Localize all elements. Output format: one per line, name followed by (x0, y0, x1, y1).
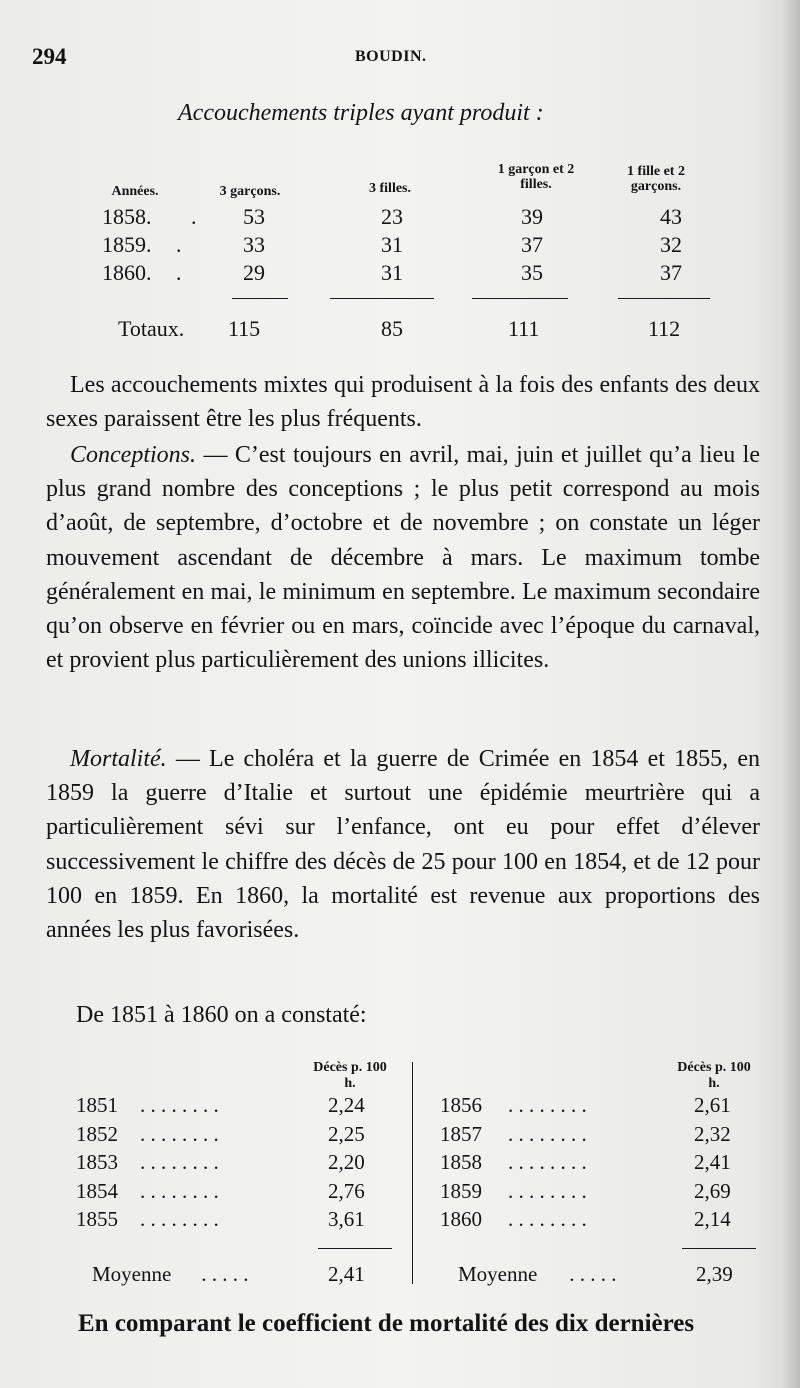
sum-rule (472, 298, 568, 299)
sum-rule (330, 298, 434, 299)
value-cell: 2,14 (694, 1207, 731, 1232)
value-cell: 2,25 (328, 1121, 365, 1146)
year-cell: 1853 (76, 1150, 118, 1175)
paragraph-text: De 1851 à 1860 on a constaté: (76, 1002, 367, 1028)
column-header-three-boys: 3 garçons. (219, 184, 281, 199)
dot-leader: . . . . . . . . (140, 1178, 219, 1203)
year-cell: 1854 (76, 1178, 118, 1203)
total-cell: 111 (508, 316, 540, 341)
value-cell: 2,69 (694, 1178, 731, 1203)
value-cell: 2,76 (328, 1178, 365, 1203)
year-cell: 1858 (440, 1150, 482, 1175)
paragraph-text: Les accouchements mixtes qui produisent à la fois des enfants des deux sexes paraissent être les plus fréquents. (46, 372, 760, 433)
triplets-caption: Accouchements triples ayant produit : (178, 100, 544, 126)
book-page: 294 BOUDIN. Accouchements triples ayant produit : Années. 3 garçons. 3 filles. 1 garçon et 2 filles. 1 fille et 2 garçons. 1858. . 53 23 39 43 1859. . 33 31 37 32 1860. . 29 31 35 37 Totaux. 115 85 111 112 Les accouchements mixtes qui produisent à la fois des enfants des deux sexes paraissent être les plus fréquents. Conceptions. — C’est toujours en avril, mai, juin et juillet qu’a lieu le plus grand nombre des conceptions ; le plus petit correspond au mois d’août, de septembre, d’octobre et de novembre ; on constate un léger mouvement ascendant de décembre à mars. Le maximum tombe généralement en mai, le minimum en septembre. Le maximum secondaire qu’on observe en février ou en mars, coïncide avec l’époque du carnaval, et provient plus particulièrement des unions illicites. Mortalité. — Le choléra et la guerre de Crimée en 1854 et 1855, en 1859 la guerre d’Italie et surtout une épidémie meurtrière qui a particulièrement sévi sur l’enfance, ont eu pour effet d’élever successivement le chiffre des décès de 25 pour 100 en 1854, et de 12 pour 100 en 1859. En 1860, la mortalité est revenue aux proportions des années les plus favorisées. De 1851 à 1860 on a constaté: Décès p. 100 h. Décès p. 100 h. 1851 . . . . . . . . 2,24 1856 . . . . . . . . 2,61 1852 . . . . . . . . 2,25 1857 . . . . . . . . 2,32 1853 . . . . . . . . 2,20 1858 . . . . . . . . 2,41 1854 . . . . . . . . 2,76 1859 . . . . . . . . 2,69 1855 . . . . . . . . 3,61 1860 . . . . . . . . 2,14 Moyenne . . . . . 2,41 Moyenne . . . . . 2,39 En comparant le coefficient de mortalité des dix dernières (0, 0, 800, 1388)
value-cell: 33 (243, 232, 265, 257)
total-cell: 85 (381, 316, 403, 341)
value-cell: 43 (660, 204, 682, 229)
dot-leader: . . . . . . . . (140, 1207, 219, 1232)
column-header-years: Années. (111, 184, 159, 199)
value-cell: 2,41 (694, 1150, 731, 1175)
total-cell: 115 (228, 316, 261, 341)
dots-cell: . (176, 232, 182, 257)
dot-leader: . . . . . . . . (508, 1178, 587, 1203)
dot-leader: . . . . . . . . (140, 1150, 219, 1175)
value-cell: 31 (381, 260, 403, 285)
dot-leader: . . . . . . . . (508, 1093, 587, 1117)
closing-line: En comparant le coefficient de mortalité des dix dernières (78, 1310, 695, 1337)
mean-value: 2,39 (696, 1262, 733, 1286)
value-cell: 2,24 (328, 1093, 365, 1117)
year-cell: 1851 (76, 1093, 118, 1117)
dots-cell: . (191, 204, 197, 229)
year-cell: 1858. (102, 204, 152, 229)
year-cell: 1860 (440, 1207, 482, 1232)
year-cell: 1857 (440, 1121, 482, 1146)
value-cell: 23 (381, 204, 403, 229)
paragraph-mixed-births (46, 368, 760, 436)
value-cell: 2,20 (328, 1150, 365, 1175)
year-cell: 1852 (76, 1121, 118, 1146)
value-cell: 3,61 (328, 1207, 365, 1232)
table-divider (412, 1062, 413, 1284)
paragraph-mortality (46, 742, 760, 947)
value-cell: 2,61 (694, 1093, 731, 1117)
deaths-column-header-left: Décès p. 100 h. (313, 1060, 387, 1091)
value-cell: 2,32 (694, 1121, 731, 1146)
total-cell: 112 (648, 316, 681, 341)
column-header-girl-two-boys: 1 fille et 2 garçons. (627, 164, 685, 194)
dot-leader: . . . . . . . . (508, 1150, 587, 1175)
section-heading-conceptions: Conceptions. (70, 442, 196, 468)
value-cell: 39 (521, 204, 543, 229)
paragraph-text: — C’est toujours en avril, mai, juin et juillet qu’a lieu le plus grand nombre des conceptions ; le plus petit correspond au mois d’août, de septembre, d’octobre et de novembre ; on constate un léger mouvement ascendant de décembre à mars. Le maximum tombe généralement en mai, le minimum en septembre. Le maximum secondaire qu’on observe en février ou en mars, coïncide avec l’époque du carnaval, et provient plus particulièrement des unions illicites. (46, 442, 760, 674)
section-heading-mortality: Mortalité. (70, 746, 167, 772)
value-cell: 53 (243, 204, 265, 229)
page-edge-shadow (782, 0, 800, 1388)
mean-label: Moyenne (92, 1262, 172, 1286)
sum-rule (232, 298, 288, 299)
value-cell: 32 (660, 232, 682, 257)
sum-rule (318, 1248, 392, 1249)
year-cell: 1859 (440, 1178, 482, 1203)
dot-leader: . . . . . . . . (140, 1121, 219, 1146)
dot-leader: . . . . . . . . (508, 1121, 587, 1146)
dot-leader: . . . . . . . . (508, 1207, 587, 1232)
year-cell: 1856 (440, 1093, 482, 1117)
mean-value: 2,41 (328, 1262, 365, 1286)
value-cell: 35 (521, 260, 543, 285)
year-cell: 1855 (76, 1207, 118, 1232)
year-cell: 1860. (102, 260, 152, 285)
sum-rule (682, 1248, 756, 1249)
value-cell: 29 (243, 260, 265, 285)
deaths-column-header-right: Décès p. 100 h. (677, 1060, 751, 1091)
page-number: 294 (32, 44, 67, 69)
paragraph-text: — Le choléra et la guerre de Crimée en 1854 et 1855, en 1859 la guerre d’Italie et surtout une épidémie meurtrière qui a particulièrement sévi sur l’enfance, ont eu pour effet d’élever successivement le chiffre des décès de 25 pour 100 en 1854, et de 12 pour 100 en 1859. En 1860, la mortalité est revenue aux proportions des années les plus favorisées. (46, 746, 760, 944)
year-cell: 1859. (102, 232, 152, 257)
paragraph-observed (46, 998, 760, 1032)
value-cell: 37 (521, 232, 543, 257)
paragraph-conceptions (46, 438, 760, 677)
value-cell: 37 (660, 260, 682, 285)
mean-label: Moyenne (458, 1262, 538, 1286)
totals-label: Totaux. (118, 316, 185, 341)
column-header-boy-two-girls: 1 garçon et 2 filles. (497, 162, 575, 192)
value-cell: 31 (381, 232, 403, 257)
dot-leader: . . . . . . . . (140, 1093, 219, 1117)
sum-rule (618, 298, 710, 299)
running-header: BOUDIN. (355, 48, 427, 65)
dots-cell: . (176, 260, 182, 285)
column-header-three-girls: 3 filles. (369, 181, 411, 196)
